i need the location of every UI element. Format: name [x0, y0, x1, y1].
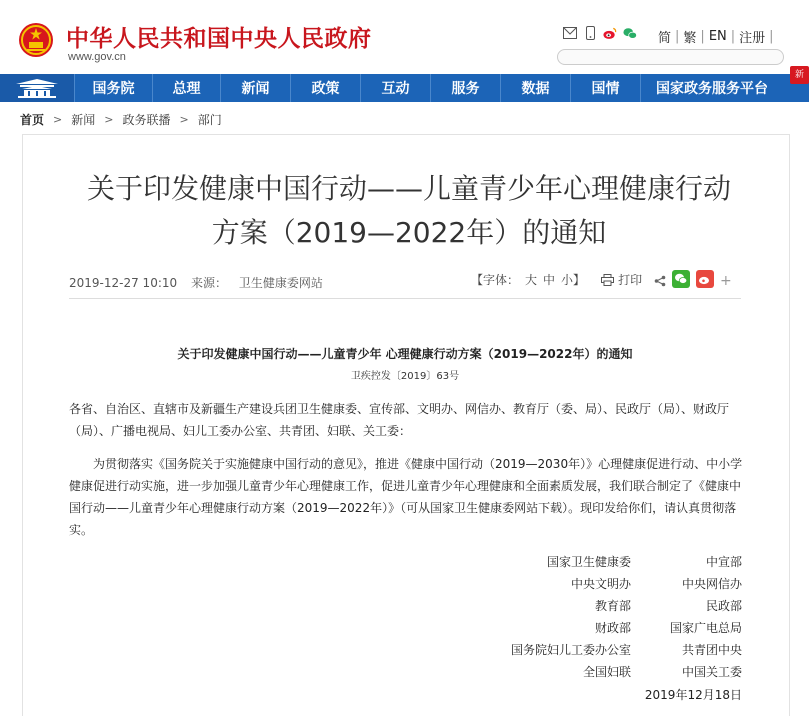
lang-simplified-link[interactable]: 简	[658, 31, 672, 46]
share-more-icon[interactable]: +	[720, 273, 732, 289]
breadcrumb-departments[interactable]: 部门	[197, 113, 222, 127]
addressee-paragraph: 各省、自治区、直辖市及新疆生产建设兵团卫生健康委、宣传部、文明办、网信办、教育厅（委、局）、民政厅（局）、财政厅（局）、广播电视局、妇儿工委办公室、共青团、妇联、关工委：	[69, 402, 730, 438]
publish-date: 2019-12-27 10:10	[69, 276, 178, 290]
font-size-label: 【字体：	[471, 273, 520, 287]
signatory-right: 共青团中央	[681, 643, 742, 657]
lang-separator: |	[700, 29, 705, 44]
nav-item-gov-service-platform[interactable]: 国家政务服务平台	[640, 74, 783, 102]
source-name: 卫生健康委网站	[238, 276, 323, 290]
signatory-right: 中国关工委	[681, 665, 742, 679]
nav-item-national-info[interactable]: 国情	[570, 74, 640, 102]
article-title-line2: 方案（2019—2022年）的通知	[211, 216, 607, 249]
top-icon-bar	[563, 26, 637, 40]
signatory-right: 中宣部	[705, 555, 742, 569]
breadcrumb-gov-news[interactable]: 政务联播	[122, 113, 171, 127]
share-wechat-icon[interactable]	[672, 270, 690, 292]
chevron-right-icon: >	[179, 113, 189, 126]
print-label: 打印	[618, 273, 643, 287]
font-size-large[interactable]: 大	[525, 273, 538, 287]
body-paragraph: 为贯彻落实《国务院关于实施健康中国行动的意见》，推进《健康中国行动（2019—2030年）》心理健康促进行动、中小学健康促进行动实施，进一步加强儿童青少年心理健康工作，促进儿童青少年心理健康和全面素质发展，我们联合制定了《健康中国行动——儿童青少年心理健康行动方案（2019—2022年）》（可从国家卫生健康委网站下载）。现印发给你们，请认真贯彻落实。	[69, 457, 743, 537]
mobile-icon[interactable]	[583, 26, 597, 40]
weibo-icon[interactable]	[603, 26, 617, 40]
national-emblem-logo[interactable]	[18, 22, 54, 58]
article-tools	[471, 271, 642, 288]
font-size-medium[interactable]: 中	[543, 273, 556, 287]
signatory-right: 民政部	[705, 599, 742, 613]
chevron-right-icon: >	[104, 113, 114, 126]
nav-item-news[interactable]: 新闻	[220, 74, 290, 102]
new-badge: 新	[790, 66, 809, 84]
source-label: 来源：	[190, 276, 227, 290]
print-button[interactable]	[601, 271, 642, 288]
breadcrumb	[20, 111, 222, 128]
lang-separator: |	[769, 29, 774, 44]
site-url: www.gov.cn	[68, 51, 126, 63]
site-title[interactable]: 中华人民共和国中央人民政府	[66, 26, 372, 52]
signatory-left: 中央文明办	[570, 577, 631, 591]
breadcrumb-news[interactable]: 新闻	[71, 113, 96, 127]
share-bar	[654, 270, 732, 292]
search-input[interactable]	[557, 49, 784, 65]
mail-icon[interactable]	[563, 26, 577, 40]
lang-separator: |	[730, 29, 736, 44]
lang-english-link[interactable]: EN	[708, 29, 727, 44]
signatory-right: 中央网信办	[681, 577, 742, 591]
language-links	[658, 27, 778, 46]
signatory-left: 国家卫生健康委	[546, 555, 631, 569]
signatory-left: 国务院妇儿工委办公室	[510, 643, 631, 657]
title-divider	[69, 298, 741, 299]
nav-home-icon[interactable]	[0, 74, 74, 102]
wechat-icon[interactable]	[623, 26, 637, 40]
breadcrumb-home[interactable]: 首页	[20, 113, 45, 127]
document-number: 卫疾控发〔2019〕63号	[350, 371, 460, 382]
nav-item-policy[interactable]: 政策	[290, 74, 360, 102]
article-title	[69, 167, 749, 255]
signatory-left: 财政部	[594, 621, 631, 635]
printer-icon	[601, 274, 614, 286]
document-heading: 关于印发健康中国行动——儿童青少年 心理健康行动方案（2019—2022年）的通知	[177, 347, 633, 361]
nav-item-state-council[interactable]: 国务院	[74, 74, 152, 102]
nav-item-data[interactable]: 数据	[500, 74, 570, 102]
nav-item-premier[interactable]: 总理	[152, 74, 220, 102]
register-link[interactable]: 注册	[739, 31, 766, 46]
share-icon[interactable]	[654, 272, 666, 291]
share-weibo-icon[interactable]	[696, 270, 714, 292]
chevron-right-icon: >	[53, 113, 63, 126]
signatory-left: 全国妇联	[582, 665, 631, 679]
signatory-right: 国家广电总局	[669, 621, 742, 635]
lang-separator: |	[675, 29, 680, 44]
main-nav	[0, 74, 809, 102]
site-header	[0, 0, 809, 74]
article-card	[22, 134, 790, 716]
article-title-line1: 关于印发健康中国行动——儿童青少年心理健康行动	[86, 172, 731, 205]
nav-item-services[interactable]: 服务	[430, 74, 500, 102]
signatory-left: 教育部	[594, 599, 631, 613]
signing-date: 2019年12月18日	[644, 688, 742, 702]
article-meta	[69, 274, 323, 291]
nav-item-interaction[interactable]: 互动	[360, 74, 430, 102]
lang-traditional-link[interactable]: 繁	[683, 31, 697, 46]
font-size-small[interactable]: 小】	[561, 273, 586, 287]
